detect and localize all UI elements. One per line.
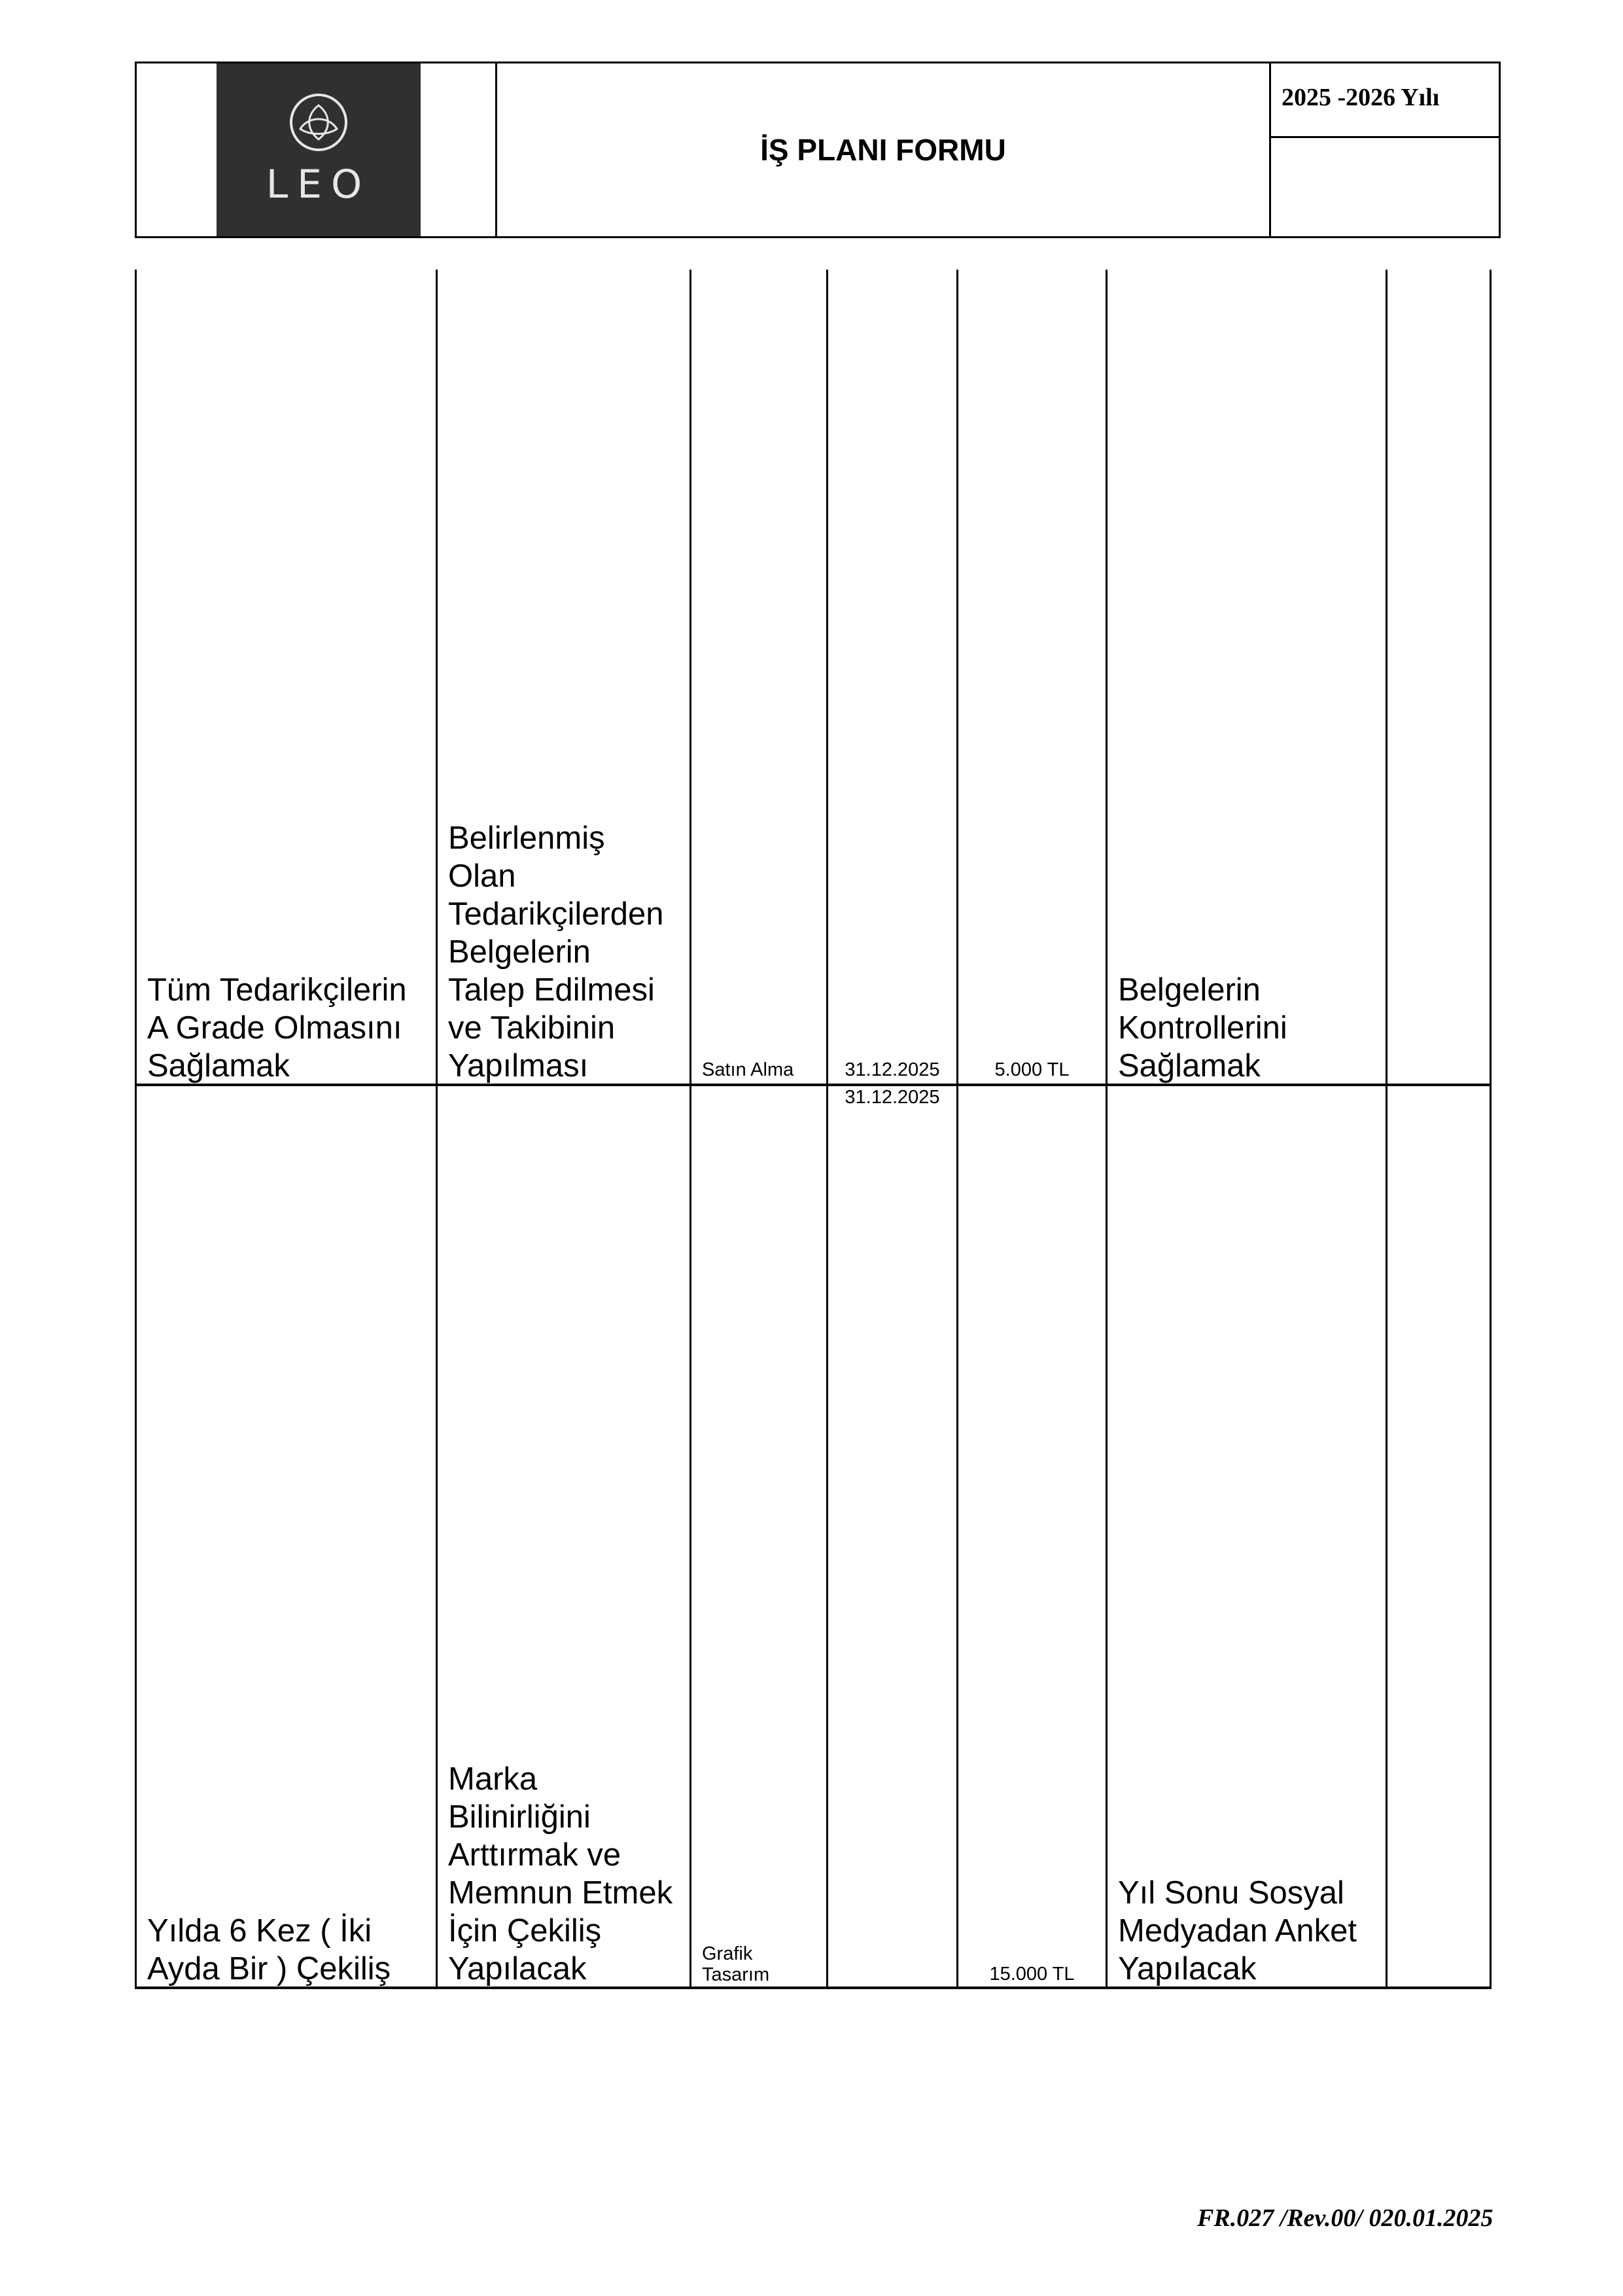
control-cell <box>1108 1086 1386 1988</box>
text-line: Grafik <box>702 1943 753 1964</box>
form-code: FR.027 /Rev.00/ 020.01.2025 <box>1197 2204 1493 2232</box>
note-cell <box>1387 1086 1490 1988</box>
date-text: 31.12.2025 <box>845 1087 940 1108</box>
logo-text: LEO <box>266 162 372 207</box>
text-line: Yapılacak <box>1118 1951 1257 1987</box>
responsible-text <box>702 1943 821 1985</box>
activity-cell <box>438 270 689 1085</box>
form-title: İŞ PLANI FORMU <box>760 133 1006 167</box>
text-line: Kontrollerini <box>1118 1010 1287 1046</box>
goal-cell <box>137 1086 436 1988</box>
text-line: Sağlamak <box>1118 1048 1261 1084</box>
text-line: Belirlenmiş <box>448 821 605 856</box>
text-line: Tüm Tedarikçilerin <box>147 972 407 1008</box>
text-line: Yılda 6 Kez ( İki <box>147 1913 372 1949</box>
text-line: Belgelerin <box>448 934 591 970</box>
text-line: Ayda Bir ) Çekiliş <box>147 1951 391 1987</box>
text-line: A Grade Olmasını <box>147 1010 402 1046</box>
year-cell <box>1271 63 1499 236</box>
work-plan-table <box>135 270 1492 1989</box>
text-line: Talep Edilmesi <box>448 972 655 1008</box>
company-logo <box>217 63 421 236</box>
text-line: Memnun Etmek <box>448 1875 673 1911</box>
date-text: 31.12.2025 <box>845 1059 940 1080</box>
control-cell <box>1108 270 1386 1085</box>
budget-cell <box>958 270 1106 1082</box>
date-cell <box>828 1086 956 1112</box>
note-cell <box>1387 270 1490 1085</box>
form-header <box>135 62 1501 238</box>
text-line: Yıl Sonu Sosyal <box>1118 1875 1344 1911</box>
control-text <box>1118 1874 1380 1988</box>
activity-cell <box>438 1086 689 1988</box>
text-line: Marka <box>448 1761 538 1797</box>
text-line: Belgelerin <box>1118 972 1261 1008</box>
budget-text: 15.000 TL <box>989 1964 1075 1985</box>
text-line: Arttırmak ve <box>448 1837 621 1873</box>
goal-text <box>147 1912 430 1988</box>
knot-emblem-icon <box>285 92 353 152</box>
text-line: Tasarım <box>702 1964 770 1985</box>
text-line: Sağlamak <box>147 1048 290 1084</box>
goal-cell <box>137 270 436 1085</box>
text-line: Yapılacak <box>448 1951 587 1987</box>
budget-cell <box>958 1086 1106 1987</box>
budget-text: 5.000 TL <box>994 1059 1070 1080</box>
text-line: ve Takibinin <box>448 1010 616 1046</box>
year-label: 2025 -2026 Yılı <box>1271 63 1499 138</box>
control-text <box>1118 971 1380 1085</box>
responsible-cell <box>691 1086 826 1987</box>
text-line: İçin Çekiliş <box>448 1913 602 1949</box>
text-line: Yapılması <box>448 1048 589 1084</box>
column-divider <box>1490 270 1492 1989</box>
responsible-cell <box>691 270 826 1082</box>
title-cell <box>497 63 1271 236</box>
activity-text <box>448 819 684 1085</box>
activity-text <box>448 1760 684 1988</box>
text-line: Bilinirliğini <box>448 1799 591 1835</box>
responsible-text <box>702 1059 821 1081</box>
text-line: Tedarikçilerden <box>448 896 664 932</box>
logo-cell <box>137 63 497 236</box>
date-cell <box>828 270 956 1082</box>
text-line: Olan <box>448 858 516 894</box>
text-line: Medyadan Anket <box>1118 1913 1357 1949</box>
text-line: Satın Alma <box>702 1059 794 1080</box>
goal-text <box>147 971 430 1085</box>
